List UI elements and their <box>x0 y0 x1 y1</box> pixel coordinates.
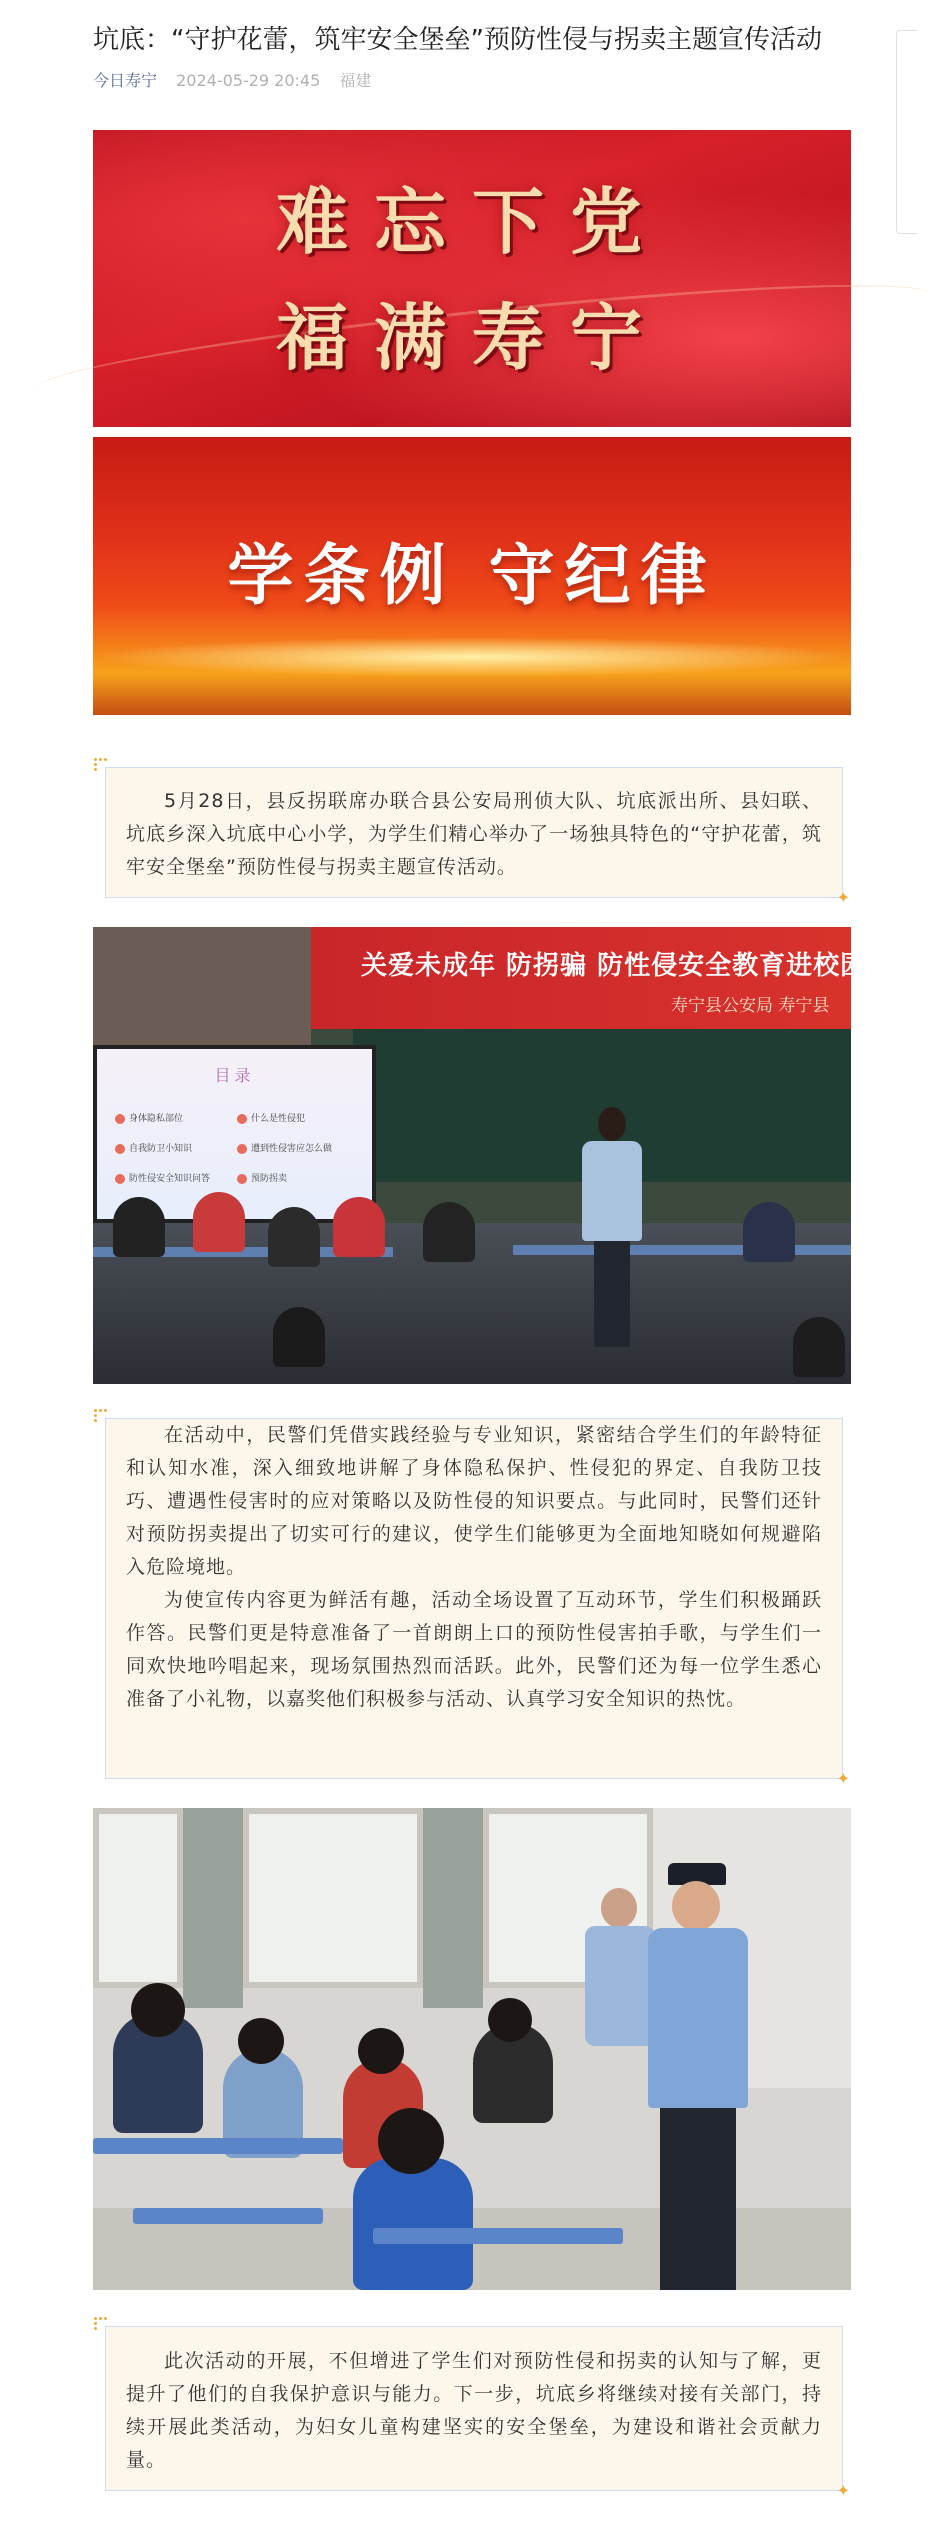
photo-student-head <box>238 2018 284 2064</box>
banner2-slogan: 学条例 守纪律 <box>227 537 717 614</box>
photo-gift-distribution <box>93 1808 851 2290</box>
photo-police-officer-main <box>638 1863 758 2290</box>
banner-image-slogan <box>93 437 851 715</box>
screen-menu-item: 遭到性侵害应怎么做 <box>237 1141 332 1154</box>
publish-location: 福建 <box>339 71 372 90</box>
screen-menu-item: 预防拐卖 <box>237 1171 287 1184</box>
photo-student-head <box>131 1983 185 2037</box>
paragraph-conclusion: 此次活动的开展，不但增进了学生们对预防性侵和拐卖的认知与了解，更提升了他们的自我保护意识与能力。下一步，坑底乡将继续对接有关部门，持续开展此类活动，为妇女儿童构建坚实的安全堡垒，为建设和谐社会贡献力量。 <box>126 2350 822 2471</box>
photo-desk <box>133 2208 323 2224</box>
banner-image-xiadang <box>93 130 851 427</box>
photo-student <box>353 2158 473 2290</box>
screen-menu-item: 身体隐私部位 <box>115 1111 183 1124</box>
photo-student <box>193 1192 245 1252</box>
text-box-intro <box>105 767 850 907</box>
publish-datetime: 2024-05-29 20:45 <box>176 71 321 90</box>
photo-student <box>743 1202 795 1262</box>
photo-student <box>333 1197 385 1257</box>
banner1-line1: 难忘下党 <box>275 179 668 264</box>
photo-student <box>273 1307 325 1367</box>
photo-police-officer <box>576 1107 648 1347</box>
photo-curtain <box>423 1808 483 2008</box>
photo-banner-subtitle: 寿宁县公安局 寿宁县 <box>671 996 830 1016</box>
photo-banner-title: 关爱未成年 防拐骗 防性侵安全教育进校园主题 <box>361 951 922 981</box>
photo-student <box>423 1202 475 1262</box>
banner1-line2: 福满寿宁 <box>275 295 668 380</box>
sparkle-icon: ✦ <box>836 888 850 907</box>
paragraph-activity-1: 在活动中，民警们凭借实践经验与专业知识，紧密结合学生们的年龄特征和认知水准，深入细致地讲解了身体隐私保护、性侵犯的界定、自我防卫技巧、遭遇性侵害时的应对策略以及防性侵的知识要点。与此同时，民警们还针对预防拐卖提出了切实可行的建议，使学生们能够更为全面地知晓如何规避陷入危险境地。 <box>126 1424 822 1578</box>
screen-menu-title: 目录 <box>214 1066 255 1085</box>
sparkle-icon: ✦ <box>836 2481 850 2500</box>
corner-dots-decoration <box>94 758 112 770</box>
photo-student-head <box>488 1998 532 2042</box>
photo-student-head <box>358 2028 404 2074</box>
photo-window <box>93 1808 183 1988</box>
paragraph-activity-2: 为使宣传内容更为鲜活有趣，活动全场设置了互动环节，学生们积极踊跃作答。民警们更是特意准备了一首朗朗上口的预防性侵害拍手歌，与学生们一同欢快地吟唱起来，现场氛围热烈而活跃。此外，民警们还为每一位学生悉心准备了小礼物，以嘉奖他们积极参与活动、认真学习安全知识的热忱。 <box>126 1589 822 1710</box>
corner-dots-decoration <box>94 2317 112 2329</box>
screen-menu-item: 自我防卫小知识 <box>115 1141 192 1154</box>
account-name-link[interactable]: 今日寿宁 <box>93 71 158 90</box>
photo-wall <box>93 927 311 1047</box>
photo-window <box>243 1808 423 1988</box>
screen-menu-item: 防性侵安全知识问答 <box>115 1171 210 1184</box>
side-panel-edge[interactable] <box>896 30 917 234</box>
photo-desk <box>93 2138 343 2154</box>
photo-classroom-lecture <box>93 927 922 1384</box>
sun-glow-decoration <box>93 637 851 677</box>
photo-student <box>113 1197 165 1257</box>
photo-desk <box>513 1245 851 1255</box>
paragraph-intro: 5月28日，县反拐联席办联合县公安局刑侦大队、坑底派出所、县妇联、坑底乡深入坑底中心小学，为学生们精心举办了一场独具特色的“守护花蕾，筑牢安全堡垒”预防性侵与拐卖主题宣传活动。 <box>126 790 822 878</box>
photo-student <box>268 1207 320 1267</box>
photo-event-banner <box>311 927 922 1029</box>
text-box-activity <box>105 1418 850 1788</box>
text-box-conclusion <box>105 2326 850 2500</box>
screen-menu-item: 什么是性侵犯 <box>237 1111 305 1124</box>
photo-student-head <box>378 2108 444 2174</box>
sparkle-icon: ✦ <box>836 1769 850 1788</box>
article-title: 坑底：“守护花蕾，筑牢安全堡垒”预防性侵与拐卖主题宣传活动 <box>93 25 822 55</box>
photo-curtain <box>183 1808 243 2008</box>
photo-student <box>793 1317 845 1377</box>
article-meta <box>93 70 371 92</box>
photo-desk <box>373 2228 623 2244</box>
corner-dots-decoration <box>94 1409 112 1421</box>
